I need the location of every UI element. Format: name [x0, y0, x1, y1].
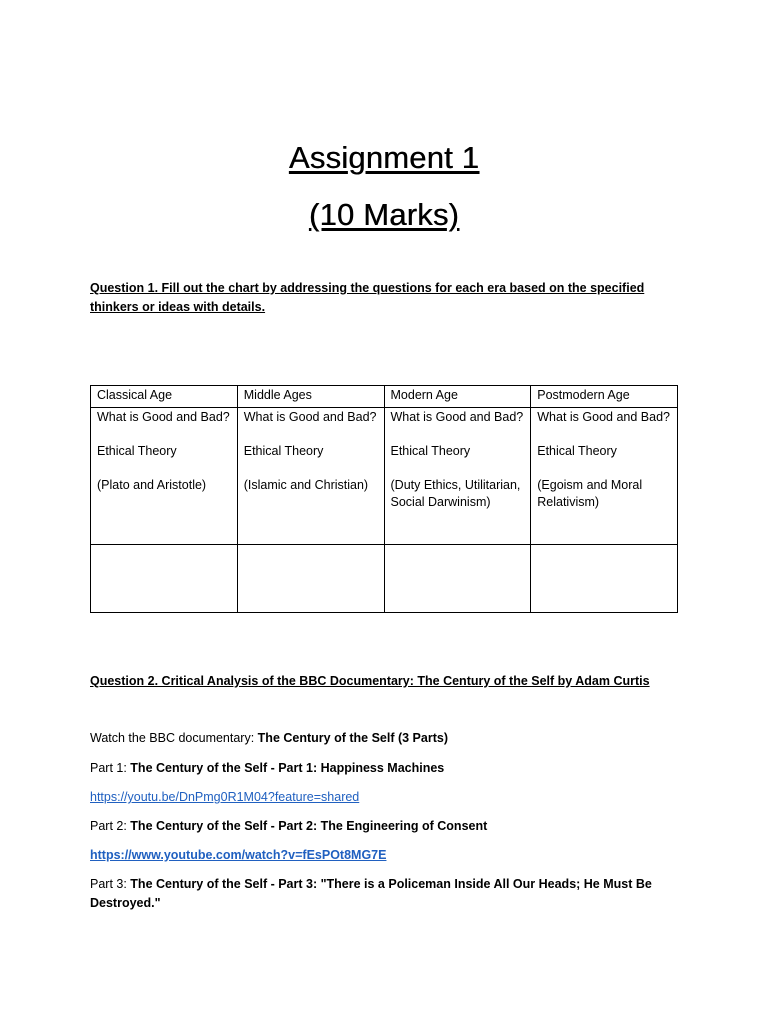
- part-1-link-line: [90, 788, 680, 807]
- question-2-heading: Question 2. Critical Analysis of the BBC Documentary: The Century of the Self by Adam Curtis: [90, 674, 650, 688]
- table-cell-middle: [237, 408, 384, 545]
- table-cell-postmodern: [531, 408, 678, 545]
- part-title: The Century of the Self - Part 1: Happiness Machines: [130, 761, 445, 775]
- part-title: The Century of the Self - Part 3: "There is a Policeman Inside All Our Heads; He Must Be Destroyed.": [90, 877, 652, 910]
- assignment-title: Assignment 1: [288, 140, 480, 175]
- cell-theory: Ethical Theory: [243, 444, 324, 458]
- column-header-classical: Classical Age: [91, 386, 238, 408]
- marks-title: (10 Marks): [308, 197, 460, 232]
- table-cell-classical: [91, 408, 238, 545]
- answer-cell-middle[interactable]: [237, 545, 384, 613]
- watch-prefix: Watch the BBC documentary:: [90, 731, 258, 745]
- answer-cell-classical[interactable]: [91, 545, 238, 613]
- ethics-chart-table: [90, 385, 678, 613]
- part-2-link-line: [90, 846, 680, 865]
- cell-theory: Ethical Theory: [537, 444, 617, 458]
- part-title: The Century of the Self - Part 2: The Engineering of Consent: [130, 819, 488, 833]
- cell-question: What is Good and Bad?: [537, 410, 670, 424]
- documentary-title: The Century of the Self (3 Parts): [257, 731, 448, 745]
- column-header-middle: Middle Ages: [237, 386, 384, 408]
- cell-question: What is Good and Bad?: [243, 410, 377, 424]
- cell-theory: Ethical Theory: [390, 444, 471, 458]
- part-label: Part 3:: [90, 877, 131, 891]
- answer-cell-postmodern[interactable]: [531, 545, 678, 613]
- table-header-row: [91, 386, 678, 408]
- answer-cell-modern[interactable]: [384, 545, 531, 613]
- cell-question: What is Good and Bad?: [390, 410, 524, 424]
- part-2-line: [90, 817, 680, 836]
- answer-row: [91, 545, 678, 613]
- cell-thinkers: (Egoism and Moral Relativism): [537, 478, 643, 509]
- part-2-link[interactable]: https://www.youtube.com/watch?v=fEsPOt8MG7E: [90, 848, 387, 862]
- cell-question: What is Good and Bad?: [97, 410, 230, 424]
- cell-thinkers: (Duty Ethics, Utilitarian, Social Darwinism): [390, 478, 521, 509]
- part-1-link[interactable]: https://youtu.be/DnPmg0R1M04?feature=shared: [90, 790, 360, 804]
- part-3-line: [90, 875, 680, 913]
- question-1-heading: Question 1. Fill out the chart by addressing the questions for each era based on the specified thinkers or ideas with details.: [90, 281, 645, 314]
- column-header-modern: Modern Age: [384, 386, 531, 408]
- column-header-postmodern: Postmodern Age: [531, 386, 678, 408]
- cell-thinkers: (Plato and Aristotle): [97, 478, 207, 492]
- watch-instruction: [90, 729, 680, 748]
- cell-theory: Ethical Theory: [97, 444, 177, 458]
- part-label: Part 2:: [90, 819, 131, 833]
- table-row: [91, 408, 678, 545]
- part-1-line: [90, 759, 680, 778]
- part-label: Part 1:: [90, 761, 131, 775]
- table-cell-modern: [384, 408, 531, 545]
- cell-thinkers: (Islamic and Christian): [243, 478, 369, 492]
